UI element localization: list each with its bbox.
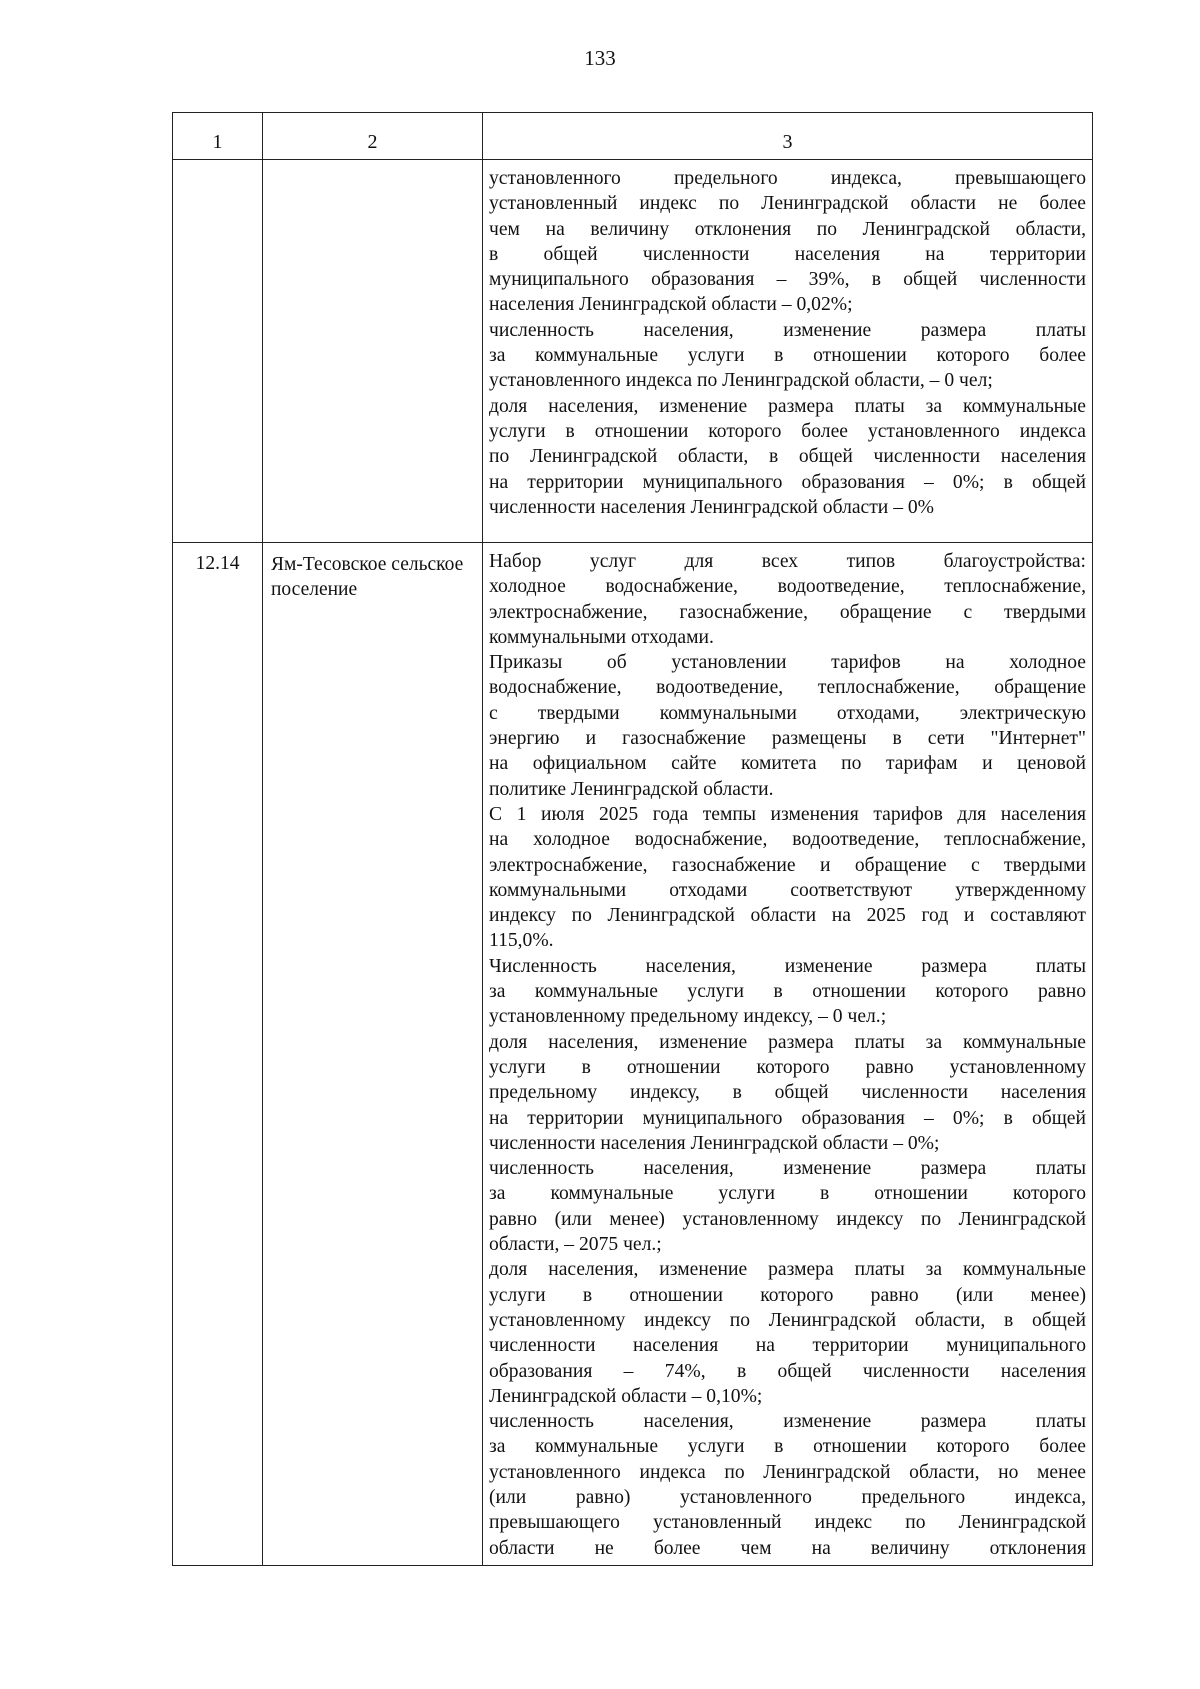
header-cell-1: 1 [173,113,263,160]
text-line: Ленинградской области – 0,10%; [489,1385,763,1407]
text-line: на холодное водоснабжение, водоотведение, теплоснабжение, [489,829,1086,851]
text-line: установленного индекса по Ленинградской области, – 0 чел; [489,370,993,392]
text-line: доля населения, изменение размера платы за коммунальные [489,1031,1086,1053]
text-line: услуги в отношении которого равно (или менее) [489,1284,1086,1306]
text-line: предельному индексу, в общей численности населения [489,1082,1086,1104]
settlement-name: Ям-Тесовское сельское поселение [263,543,483,1566]
table-row [173,543,1093,1566]
header-cell-2: 2 [263,113,483,160]
header-cell-3: 3 [483,113,1093,160]
text-line: коммунальными отходами соответствуют утвержденному [489,879,1086,901]
text-line: области не более чем на величину отклонения [489,1537,1086,1559]
text-line: Приказы об установлении тарифов на холодное [489,652,1086,674]
text-line: (или равно) установленного предельного индекса, [489,1486,1086,1508]
text-line: установленного предельного индекса, превышающего [489,168,1086,189]
text-line: холодное водоснабжение, водоотведение, теплоснабжение, [489,576,1086,598]
row-number [173,160,263,543]
text-line: численности населения Ленинградской области – 0% [489,496,935,518]
text-line: индексу по Ленинградской области на 2025 год и составляют [489,905,1086,927]
text-line: политике Ленинградской области. [489,778,774,800]
text-line: по Ленинградской области, в общей численности населения [489,446,1086,468]
table-row [173,160,1093,543]
text-line: населения Ленинградской области – 0,02%; [489,294,853,316]
text-line: чем на величину отклонения по Ленинградской области, [489,218,1086,240]
text-line: доля населения, изменение размера платы за коммунальные [489,1259,1086,1281]
text-line: Набор услуг для всех типов благоустройства: [489,551,1086,572]
text-line: услуги в отношении которого равно установленному [489,1056,1086,1078]
text-line: муниципального образования – 39%, в общей численности [489,269,1086,291]
page-number: 133 [584,46,616,70]
text-line: электроснабжение, газоснабжение и обращение с твердыми [489,854,1086,876]
text-line: за коммунальные услуги в отношении которого более [489,1436,1086,1458]
text-line: Численность населения, изменение размера платы [489,955,1086,977]
text-line: за коммунальные услуги в отношении которого равно [489,981,1086,1003]
text-line: численности населения Ленинградской области – 0%; [489,1132,940,1154]
text-line: услуги в отношении которого более установленного индекса [489,420,1086,442]
text-line: превышающего установленный индекс по Ленинградской [489,1512,1086,1534]
row-description [483,543,1093,1566]
text-line: С 1 июля 2025 года темпы изменения тарифов для населения [489,803,1086,825]
text-line: электроснабжение, газоснабжение, обращение с твердыми [489,601,1086,623]
text-line: за коммунальные услуги в отношении которого [489,1183,1086,1205]
text-line: на официальном сайте комитета по тарифам и ценовой [489,753,1086,775]
text-line: установленному индексу по Ленинградской области, в общей [489,1309,1086,1331]
text-line: численность населения, изменение размера платы [489,1411,1086,1433]
text-line: численности населения на территории муниципального [489,1335,1086,1357]
text-line: энергию и газоснабжение размещены в сети "Интернет" [489,728,1086,750]
row-number: 12.14 [173,543,263,1566]
text-line: с твердыми коммунальными отходами, электрическую [489,702,1086,724]
text-line: численность населения, изменение размера платы [489,319,1086,341]
document-table [172,112,1093,1566]
text-line: на территории муниципального образования – 0%; в общей [489,471,1086,493]
text-line: водоснабжение, водоотведение, теплоснабжение, обращение [489,677,1086,699]
text-line: доля населения, изменение размера платы за коммунальные [489,395,1086,417]
text-line: установленный индекс по Ленинградской области не более [489,193,1086,215]
text-line: установленному предельному индексу, – 0 чел.; [489,1006,887,1028]
settlement-name [263,160,483,543]
text-line: за коммунальные услуги в отношении которого более [489,345,1086,367]
text-line: на территории муниципального образования – 0%; в общей [489,1107,1086,1129]
text-line: установленного индекса по Ленинградской области, но менее [489,1461,1086,1483]
text-line: численность населения, изменение размера платы [489,1158,1086,1180]
text-line: в общей численности населения на территории [489,243,1086,265]
text-line: коммунальными отходами. [489,626,714,648]
row-description [483,160,1093,543]
text-line: 115,0%. [489,930,554,952]
text-line: образования – 74%, в общей численности населения [489,1360,1086,1382]
table-header-row [173,113,1093,160]
text-line: области, – 2075 чел.; [489,1234,662,1256]
text-line: равно (или менее) установленному индексу по Ленинградской [489,1208,1086,1230]
